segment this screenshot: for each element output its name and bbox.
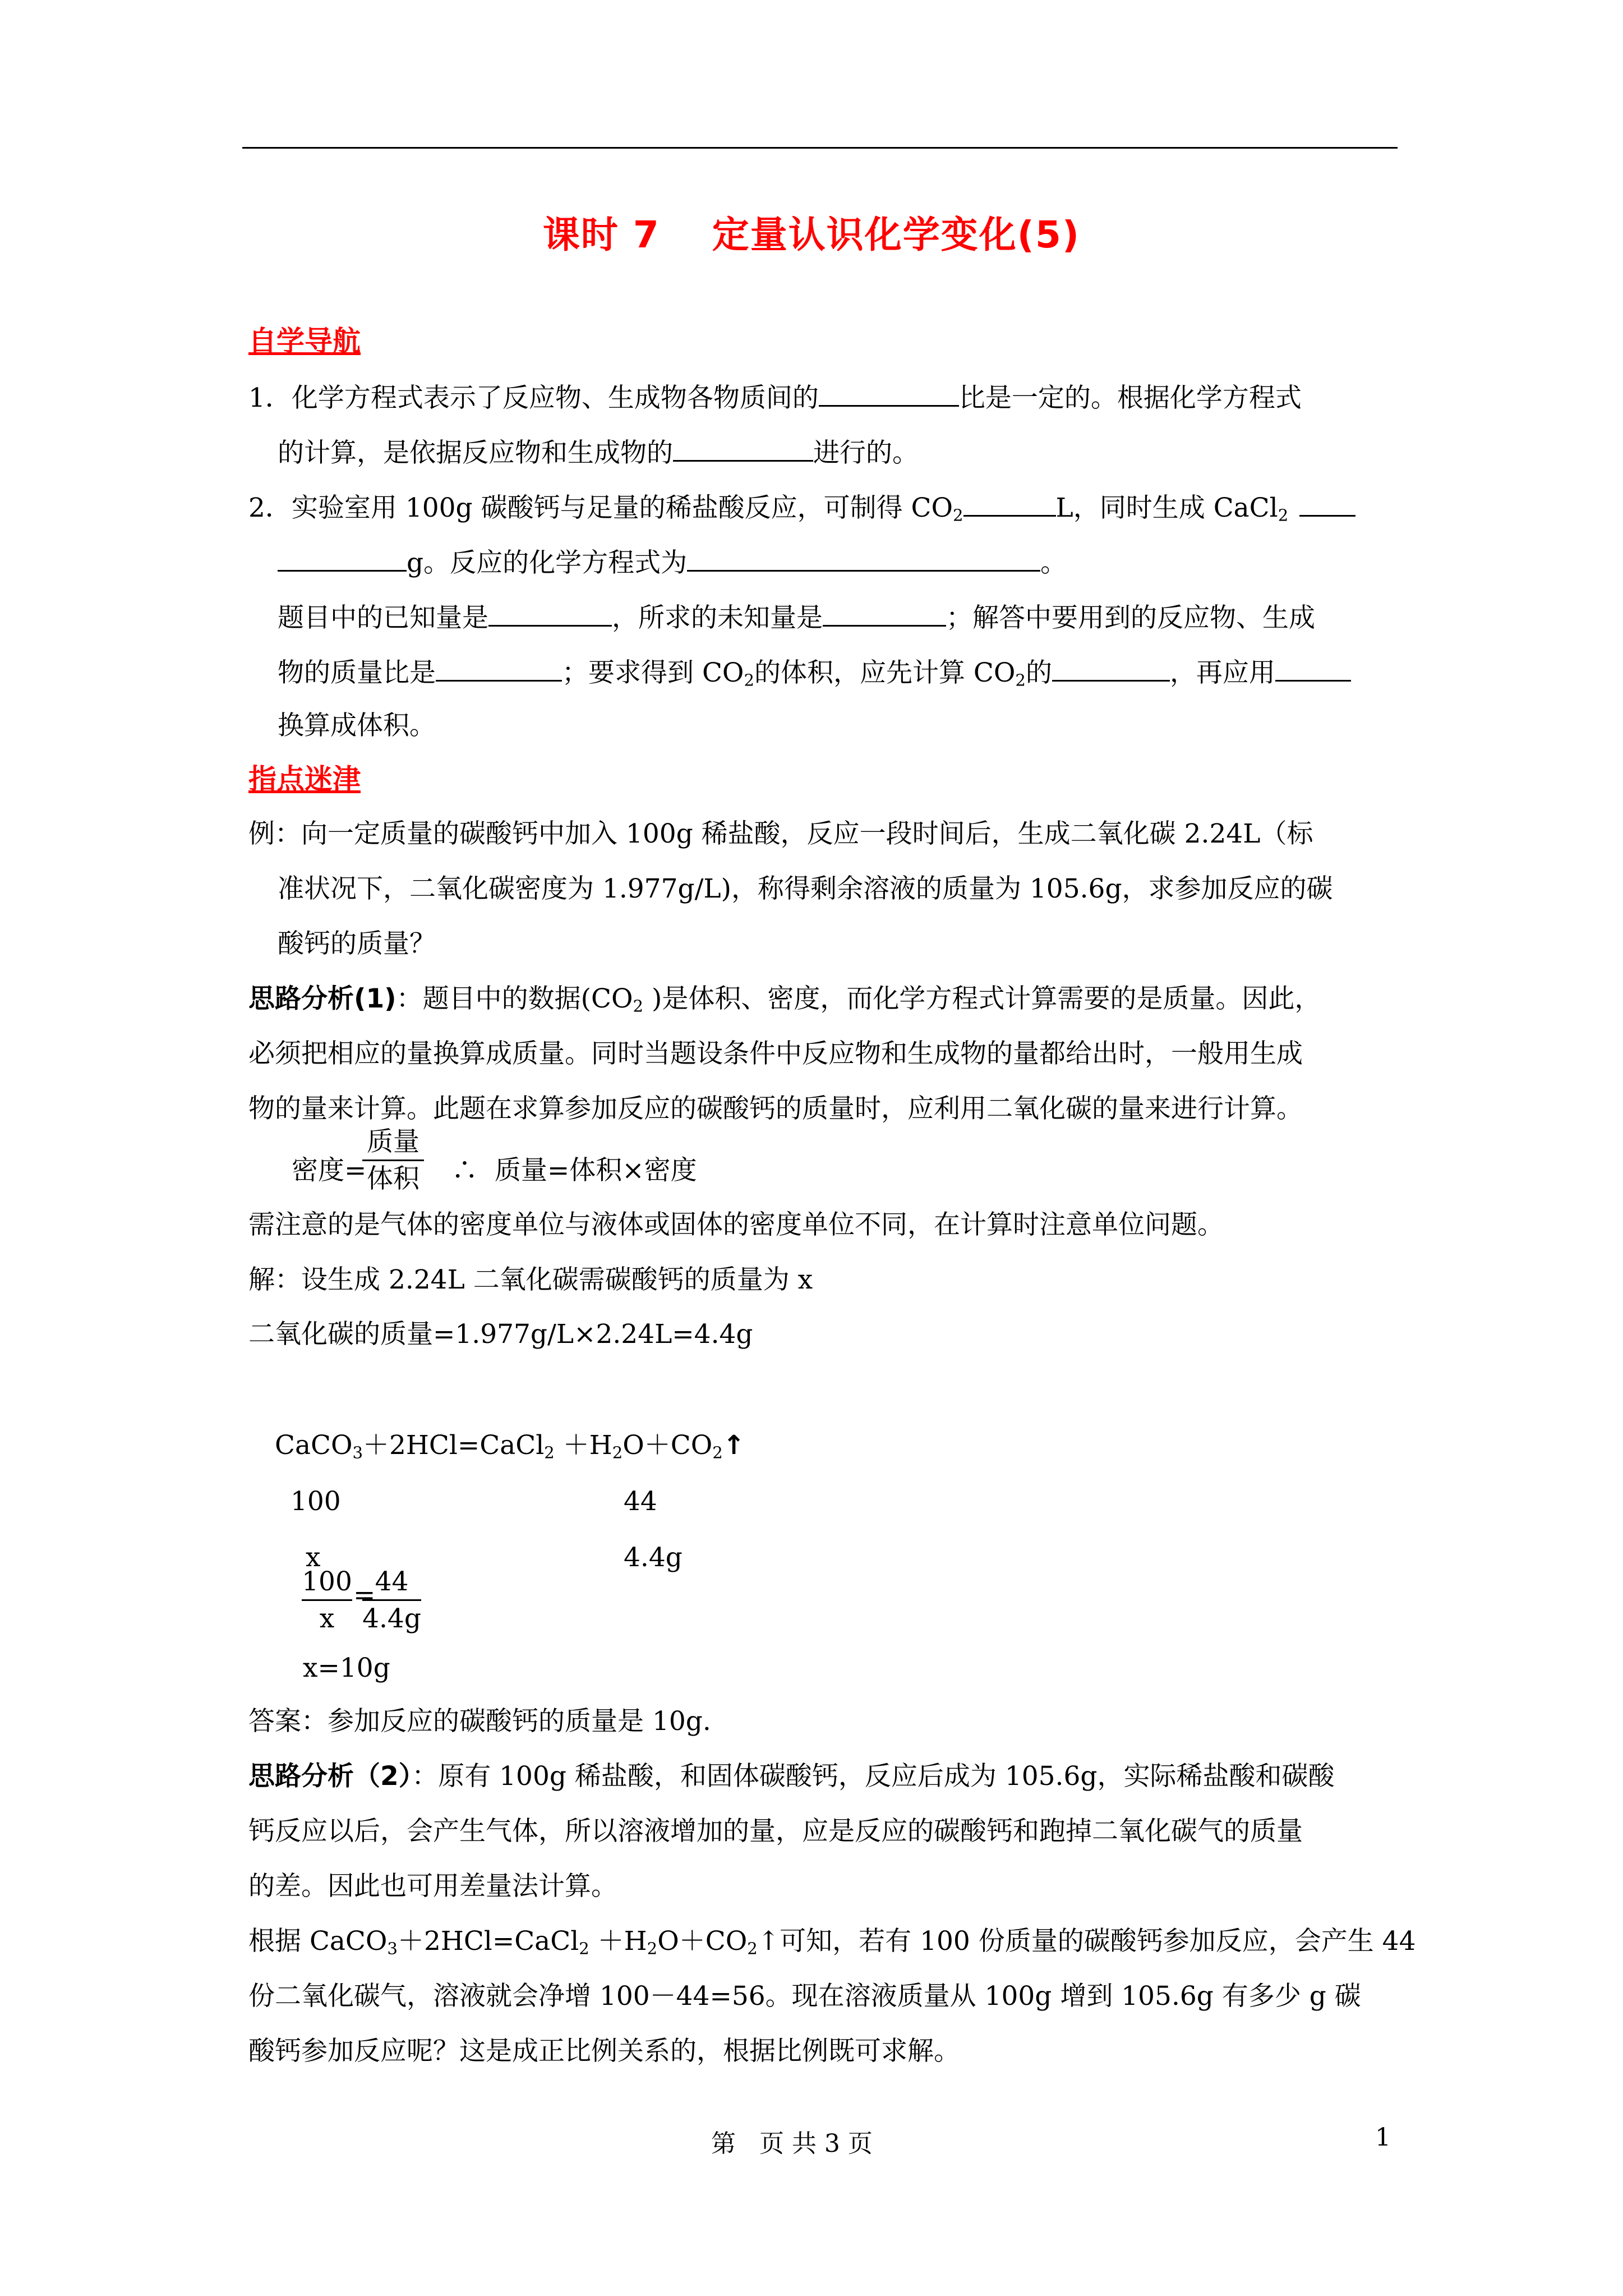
question-2-line-3: [278, 602, 1315, 631]
text: ＋H: [554, 1430, 612, 1461]
analysis-1-line-2: 必须把相应的量换算成质量。同时当题设条件中反应物和生成物的量都给出时，一般用生成: [248, 1038, 1303, 1069]
molar-mass-caco3: 100: [291, 1486, 341, 1517]
question-1-line-1: [248, 383, 1302, 411]
subscript: 2: [633, 996, 644, 1016]
text: ：原有 100g 稀盐酸，和固体碳酸钙，反应后成为 105.6g，实际稀盐酸和碳酸: [412, 1761, 1335, 1792]
text: 的体积，应先计算 CO: [754, 657, 1016, 688]
page-number: 1: [1375, 2123, 1391, 2152]
density-label: 密度=: [292, 1155, 367, 1186]
header-rule: [242, 147, 1398, 149]
section-heading-self-study: 自学导航: [248, 325, 361, 357]
fraction-denominator: 4.4g: [362, 1603, 421, 1634]
question-2-line-4: [278, 657, 1351, 690]
question-2-line-1: [248, 493, 1355, 525]
example-line-3: 酸钙的质量？: [278, 928, 436, 959]
subscript: 2: [647, 1939, 658, 1958]
fraction-numerator: 质量: [362, 1129, 424, 1161]
analysis-2-line-6: 酸钙参加反应呢？这是成正比例关系的，根据比例既可求解。: [248, 2036, 960, 2067]
text: ＋2HCl=CaCl: [397, 1926, 579, 1957]
question-2-line-2: [278, 547, 1067, 576]
solution-line-1: 解：设生成 2.24L 二氧化碳需碳酸钙的质量为 x: [248, 1264, 813, 1295]
text: 的: [1025, 657, 1052, 688]
fill-blank: [963, 493, 1056, 517]
fill-blank: [687, 547, 1040, 572]
text: 物的质量比是: [278, 657, 436, 688]
proportion-left: [302, 1568, 352, 1632]
text: 的计算，是依据反应物和生成物的: [278, 438, 673, 468]
text: ↑可知，若有 100 份质量的碳酸钙参加反应，会产生 44: [757, 1926, 1416, 1957]
analysis-2-line-5: 份二氧化碳气，溶液就会净增 100－44=56。现在溶液质量从 100g 增到 105.6g 有多少 g 碳: [248, 1981, 1361, 2012]
fill-blank: [673, 438, 813, 462]
text: 比是一定的。根据化学方程式: [958, 383, 1302, 413]
text: CaCO: [275, 1430, 353, 1461]
text: g。反应的化学方程式为: [407, 547, 688, 578]
answer-line: 答案：参加反应的碳酸钙的质量是 10g.: [248, 1706, 711, 1737]
fraction-denominator: x: [319, 1603, 335, 1634]
fill-blank: [1052, 657, 1170, 682]
text: ＋H: [589, 1926, 647, 1957]
subscript: 3: [352, 1443, 363, 1462]
fraction-numerator: 100: [302, 1568, 352, 1601]
analysis-label: 思路分析(1): [248, 983, 396, 1014]
text: 根据 CaCO: [248, 1926, 388, 1957]
analysis-label: 思路分析（2）: [248, 1761, 412, 1792]
equals-sign: =: [353, 1580, 376, 1611]
fill-blank: [1275, 657, 1351, 682]
section-heading-guidance: 指点迷津: [248, 763, 361, 795]
text: 2．实验室用 100g 碳酸钙与足量的稀盐酸反应，可制得 CO: [248, 493, 953, 523]
fill-blank: [488, 602, 612, 627]
subscript: 2: [953, 505, 963, 525]
subscript: 2: [612, 1443, 623, 1462]
analysis-2-line-2: 钙反应以后，会产生气体，所以溶液增加的量，应是反应的碳酸钙和跑掉二氧化碳气的质量: [248, 1816, 1303, 1847]
text: 1．化学方程式表示了反应物、生成物各物质间的: [248, 383, 819, 413]
subscript: 2: [1015, 670, 1026, 690]
question-1-line-2: [278, 438, 919, 466]
text: ＋2HCl=CaCl: [363, 1430, 545, 1461]
example-line-2: 准状况下，二氧化碳密度为 1.977g/L)，称得剩余溶液的质量为 105.6g，求参加反应的碳: [278, 873, 1333, 904]
analysis-2-line-1: [248, 1761, 1335, 1792]
analysis-2-line-3: 的差。因此也可用差量法计算。: [248, 1871, 617, 1902]
fraction-numerator: 44: [362, 1568, 421, 1601]
text: 。: [1040, 547, 1067, 578]
text: )是体积、密度，而化学方程式计算需要的是质量。因此，: [643, 983, 1321, 1014]
text: 题目中的已知量是: [278, 602, 488, 633]
molar-mass-co2: 44: [624, 1486, 657, 1517]
fill-blank: [278, 547, 407, 572]
subscript: 2: [544, 1443, 555, 1462]
analysis-2-line-4: [248, 1926, 1416, 1958]
text: ；要求得到 CO: [562, 657, 744, 688]
unit-note: 需注意的是气体的密度单位与液体或固体的密度单位不同，在计算时注意单位问题。: [248, 1209, 1224, 1240]
subscript: 2: [744, 670, 754, 690]
question-2-line-5: 换算成体积。: [278, 710, 436, 741]
subscript: 2: [579, 1939, 589, 1958]
chemical-equation: [275, 1430, 745, 1462]
subscript: 2: [747, 1939, 758, 1958]
text: ：题目中的数据(CO: [396, 983, 633, 1014]
page-count: 第 页 共 3 页: [711, 2129, 873, 2158]
proportion-right: [362, 1568, 421, 1632]
page-title: 课时 7 定量认识化学变化(5): [542, 213, 1081, 256]
text: ；解答中要用到的反应物、生成: [946, 602, 1315, 633]
known-mass: 4.4g: [624, 1542, 683, 1573]
result-x: x=10g: [303, 1653, 390, 1683]
fill-blank: [819, 383, 959, 407]
gas-arrow: ↑: [722, 1430, 745, 1461]
mass-formula: ∴ 质量=体积×密度: [451, 1155, 697, 1186]
density-fraction: [362, 1126, 424, 1194]
text: ，所求的未知量是: [612, 602, 823, 633]
text: L，同时生成 CaCl: [1055, 493, 1278, 523]
text: O＋CO: [657, 1926, 748, 1957]
text: O＋CO: [623, 1430, 713, 1461]
fraction-denominator: 体积: [367, 1163, 419, 1194]
analysis-1-line-1: [248, 983, 1321, 1016]
fill-blank: [1299, 493, 1355, 517]
subscript: 2: [712, 1443, 723, 1462]
unknown-x: x: [306, 1542, 321, 1573]
analysis-1-line-3: 物的量来计算。此题在求算参加反应的碳酸钙的质量时，应利用二氧化碳的量来进行计算。: [248, 1093, 1303, 1124]
subscript: 3: [387, 1939, 398, 1958]
text: ，再应用: [1169, 657, 1275, 688]
example-line-1: 例：向一定质量的碳酸钙中加入 100g 稀盐酸，反应一段时间后，生成二氧化碳 2.24L（标: [248, 818, 1313, 849]
fill-blank: [823, 602, 946, 627]
solution-line-2: 二氧化碳的质量=1.977g/L×2.24L=4.4g: [248, 1319, 753, 1350]
fill-blank: [436, 657, 562, 682]
text: 进行的。: [813, 438, 919, 468]
subscript: 2: [1278, 505, 1289, 525]
